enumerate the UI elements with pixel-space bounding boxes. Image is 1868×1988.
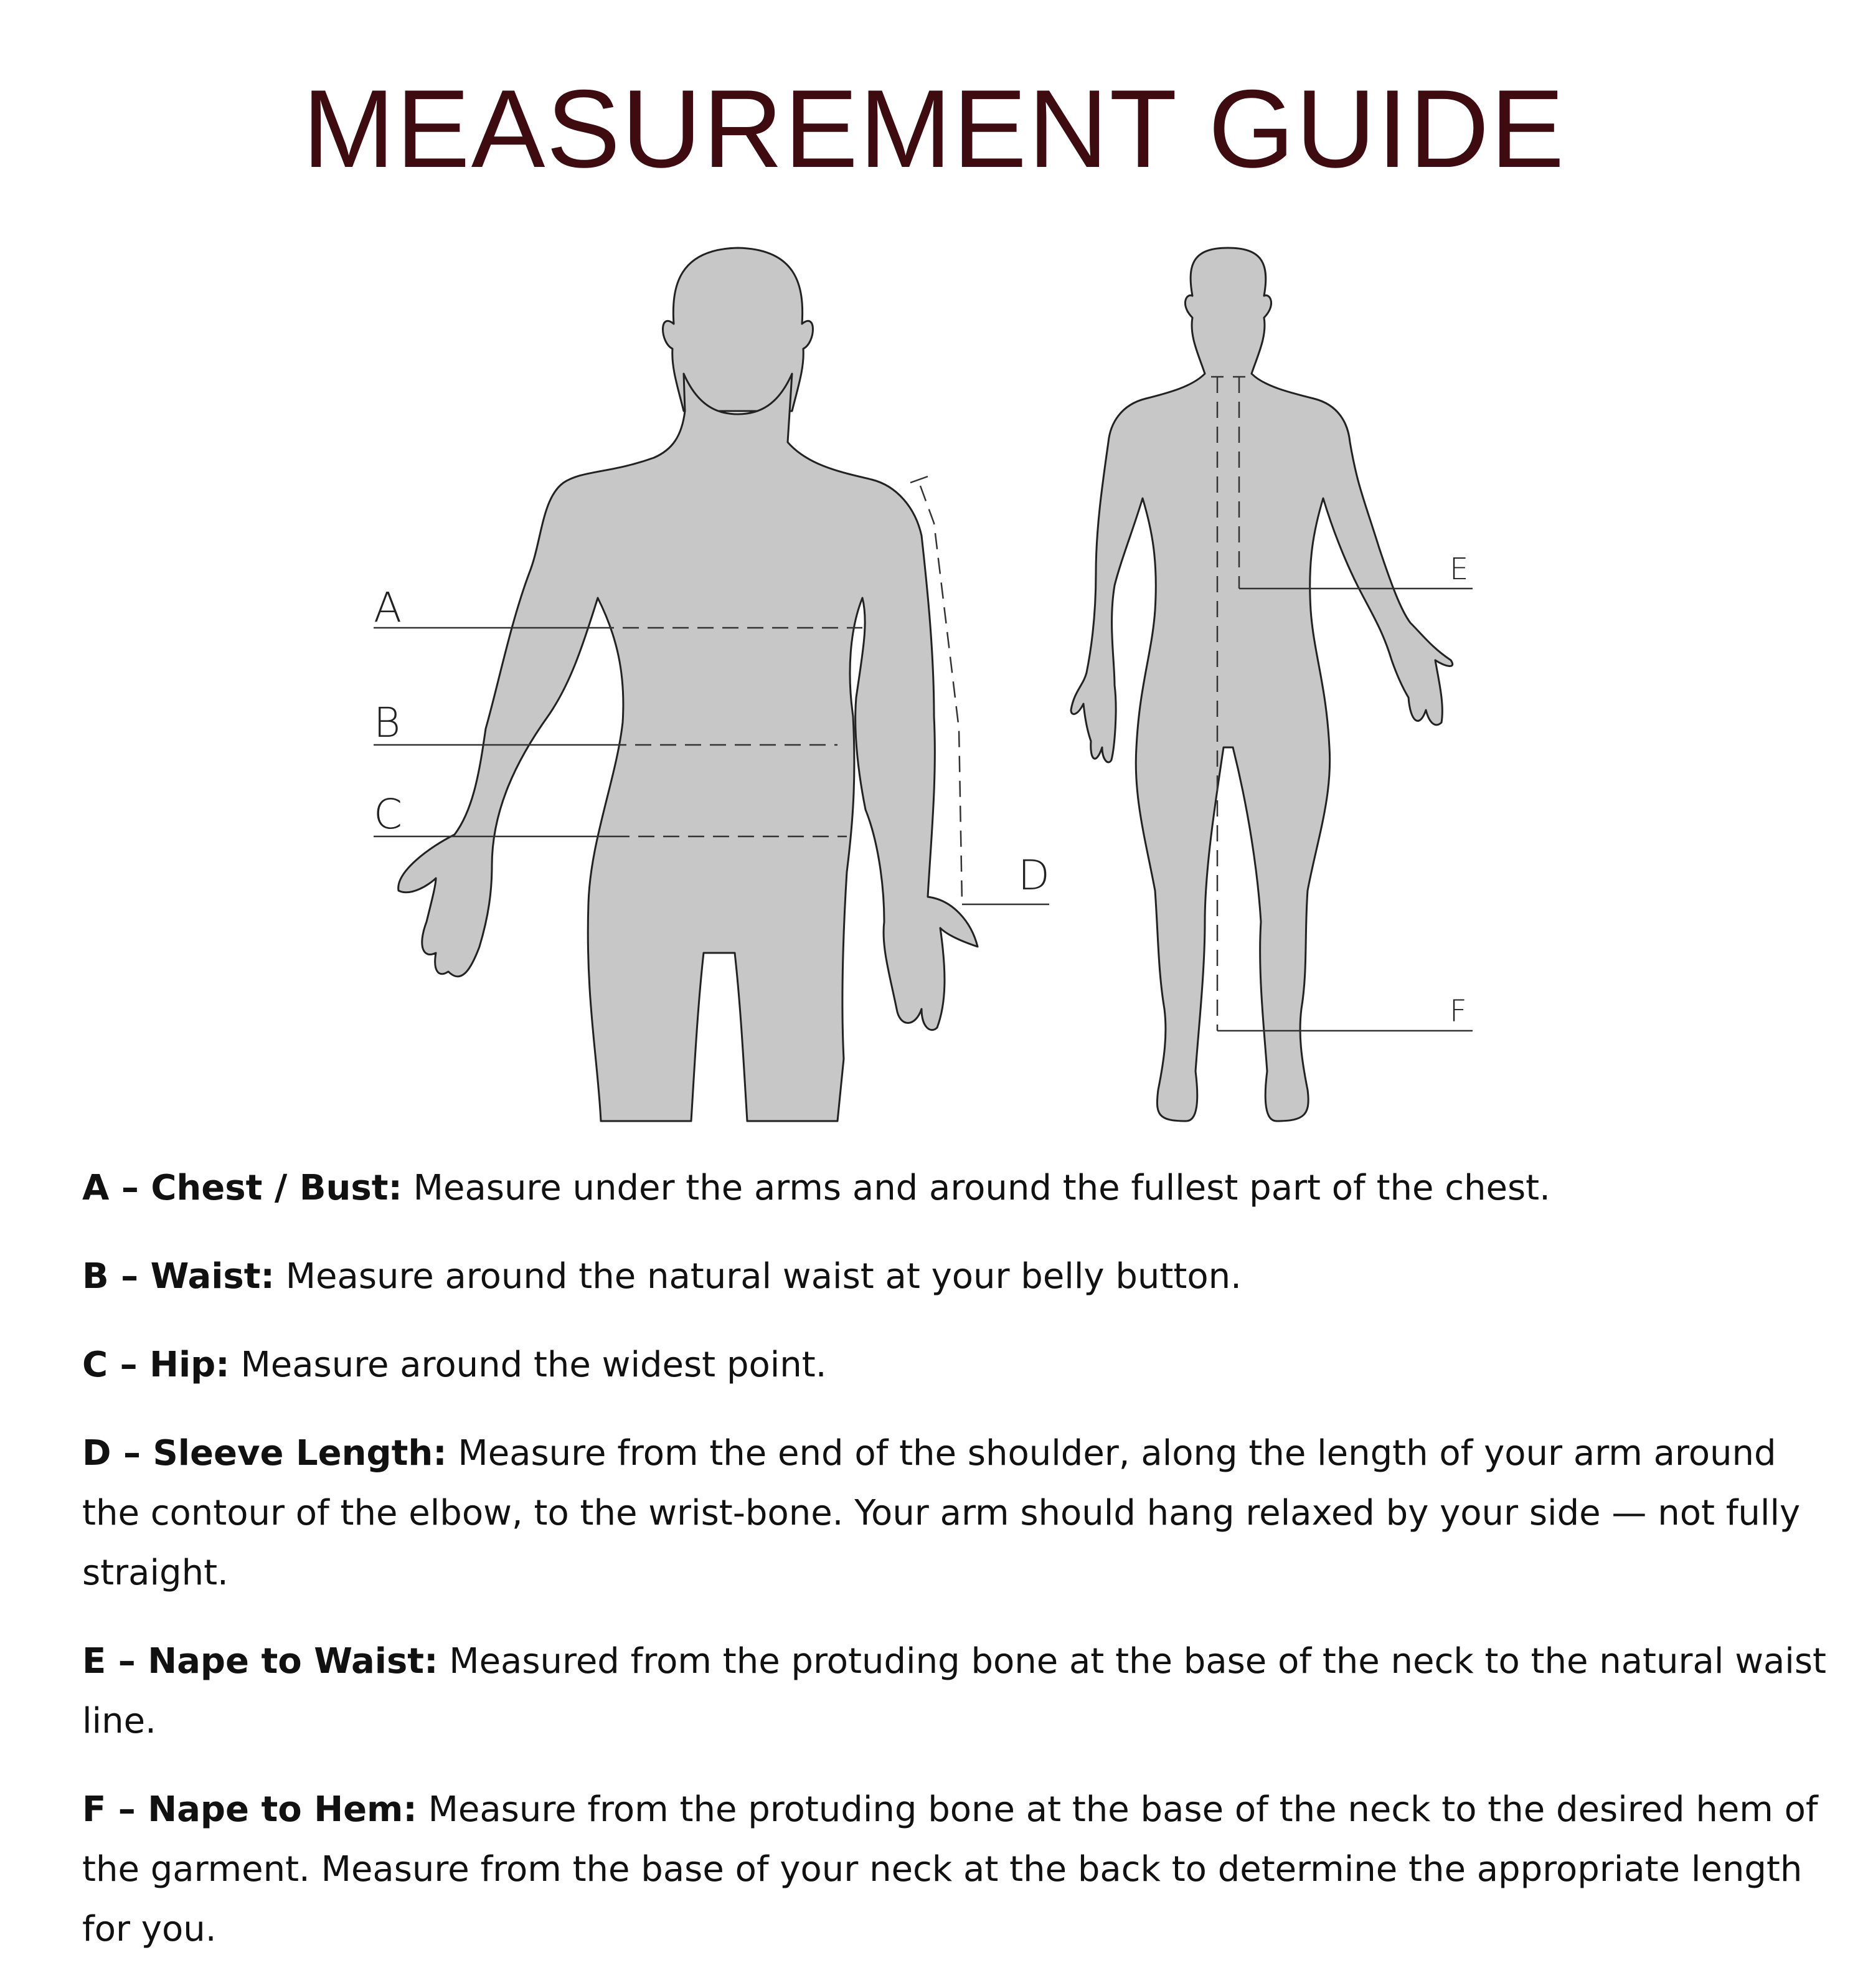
back-letter-labels [1450,552,1468,1029]
back-body-figure [1071,248,1453,1121]
guide-text: Measure under the arms and around the fullest part of the chest. [402,1168,1550,1208]
guide-key: F – Nape to Hem: [82,1789,417,1830]
guide-key: E – Nape to Waist: [82,1641,438,1682]
guide-nape-hem [82,1780,1838,1959]
label-a: A [374,584,402,632]
measurement-instructions [82,1158,1838,1988]
guide-key: B – Waist: [82,1256,275,1297]
label-d: D [1018,851,1050,899]
guide-text: Measure around the widest point. [229,1345,827,1385]
guide-text: Measure from the end of the shoulder, along the length of your arm around the contour of the elbow, to the wrist-bone. Your arm should hang relaxed by your side — not fully straight. [82,1433,1801,1593]
guide-text: Measure around the natural waist at your belly button. [274,1256,1242,1297]
guide-key: D – Sleeve Length: [82,1433,447,1474]
guide-text: Measure from the protuding bone at the base of the neck to the desired hem of the garment. Measure from the base of your neck at the back to determine the appropriate length for you. [82,1789,1818,1949]
page-title: MEASUREMENT GUIDE [302,67,1566,191]
label-f: F [1450,994,1467,1029]
guide-sleeve [82,1424,1838,1603]
guide-waist [82,1247,1838,1307]
front-body-figure [399,248,978,1121]
guide-nape-waist [82,1632,1838,1751]
guide-text: Measured from the protuding bone at the base of the neck to the natural waist line. [82,1641,1826,1741]
label-b: B [374,699,401,747]
label-e: E [1450,552,1469,587]
guide-key: C – Hip: [82,1345,230,1385]
label-c: C [374,790,403,838]
guide-chest [82,1158,1838,1218]
guide-hip [82,1335,1838,1395]
guide-key: A – Chest / Bust: [82,1168,402,1208]
